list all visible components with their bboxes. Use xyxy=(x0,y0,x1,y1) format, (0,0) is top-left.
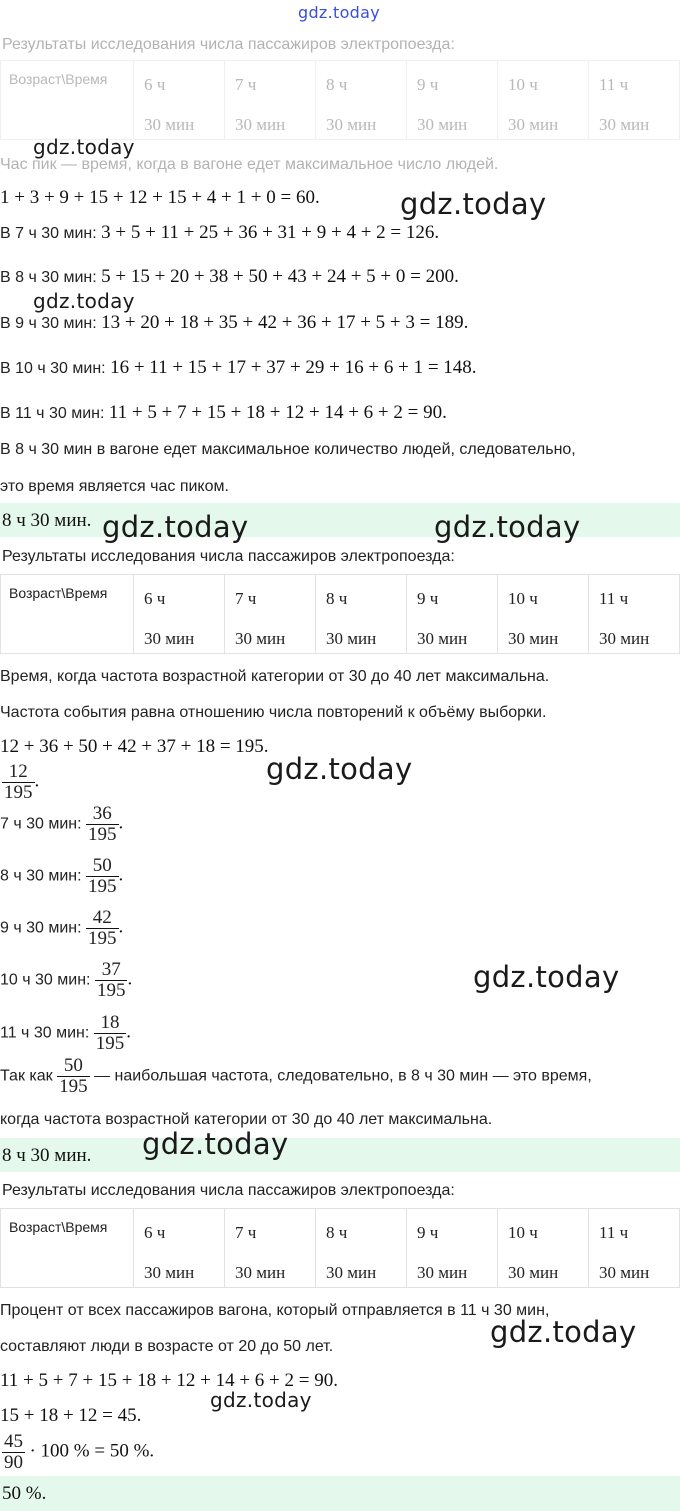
table-caption-2: Результаты исследования числа пассажиров электропоезда: xyxy=(2,548,455,565)
row-label: В 8 ч 30 мин: xyxy=(0,269,97,286)
watermark: gdz.today xyxy=(33,289,135,313)
time-cell-6: 6 ч 30 мин xyxy=(134,61,225,140)
time-cell-6: 6 ч 30 мин xyxy=(134,1209,225,1288)
time-cell-8: 8 ч 30 мин xyxy=(316,1209,407,1288)
conclusion-line-2: когда частота возрастной категории от 30 до 40 лет максимальна. xyxy=(0,1111,493,1128)
time-cell-9: 9 ч 30 мин xyxy=(407,575,498,654)
percent-result: · 100 % = 50 %. xyxy=(29,1440,155,1462)
passenger-table-3 xyxy=(0,1208,680,1288)
fraction-label: 8 ч 30 мин: xyxy=(0,867,82,885)
fraction: $\frac{50}{195}$ xyxy=(59,1055,88,1097)
passenger-table-2 xyxy=(0,574,680,654)
fraction-9h30: 9 ч 30 мин: $\frac{42}{195}$ . xyxy=(0,907,124,949)
conclusion-suffix: — наибольшая частота, следовательно, в 8 ч 30 мин — это время, xyxy=(94,1067,592,1085)
watermark: gdz.today xyxy=(210,1388,312,1412)
fraction-label: 10 ч 30 мин: xyxy=(0,971,91,989)
time-cell-11: 11 ч 30 мин xyxy=(589,575,680,654)
sum-11h30-row xyxy=(0,402,447,424)
sum-frequency: 12 + 36 + 50 + 42 + 37 + 18 = 195. xyxy=(0,736,269,757)
conclusion-line-2: это время является час пиком. xyxy=(0,478,229,495)
time-cell-9: 9 ч 30 мин xyxy=(407,1209,498,1288)
percent-text-1: Процент от всех пассажиров вагона, который отправляется в 11 ч 30 мин, xyxy=(0,1302,550,1319)
watermark: gdz.today xyxy=(102,510,249,544)
row-sum: 3 + 5 + 11 + 25 + 36 + 31 + 9 + 4 + 2 = 126. xyxy=(101,222,440,243)
question-text: Время, когда частота возрастной категории от 30 до 40 лет максимальна. xyxy=(0,668,550,685)
fraction: $\frac{45}{90}$ xyxy=(4,1431,23,1473)
fraction: $\frac{36}{195}$ xyxy=(88,803,117,845)
sum-9h30-row xyxy=(0,312,468,334)
fraction: $\frac{42}{195}$ xyxy=(88,907,117,949)
row-sum: 5 + 15 + 20 + 38 + 50 + 43 + 24 + 5 + 0 = 200. xyxy=(101,266,459,287)
table-header-cell: Возраст\Время xyxy=(1,1209,134,1288)
sum-8h30-row xyxy=(0,266,459,288)
row-sum: 13 + 20 + 18 + 35 + 42 + 36 + 17 + 5 + 3 = 189. xyxy=(101,312,469,333)
row-sum: 11 + 5 + 7 + 15 + 18 + 12 + 14 + 6 + 2 = 90. xyxy=(108,402,447,423)
time-cell-10: 10 ч 30 мин xyxy=(498,575,589,654)
fraction-6h30: $\frac{12}{195}$ . xyxy=(4,761,40,803)
watermark: gdz.today xyxy=(473,960,620,994)
time-cell-7: 7 ч 30 мин xyxy=(225,575,316,654)
table-header-cell: Возраст\Время xyxy=(1,61,134,140)
fraction-7h30: 7 ч 30 мин: $\frac{36}{195}$ . xyxy=(0,803,124,845)
fraction-label: 7 ч 30 мин: xyxy=(0,815,82,833)
row-sum: 16 + 11 + 15 + 17 + 37 + 29 + 16 + 6 + 1 = 148. xyxy=(110,357,477,378)
time-cell-11: 11 ч 30 мин xyxy=(589,1209,680,1288)
answer-value: 50 %. xyxy=(2,1483,47,1504)
sum-20-50: 15 + 18 + 12 = 45. xyxy=(0,1405,142,1426)
fraction: $\frac{50}{195}$ xyxy=(88,855,117,897)
fraction-11h30: 11 ч 30 мин: $\frac{18}{195}$ . xyxy=(0,1012,131,1054)
answer-value: 8 ч 30 мин. xyxy=(2,510,92,531)
conclusion-line-1 xyxy=(0,1056,592,1097)
rush-hour-definition: Час пик — время, когда в вагоне едет максимальное число людей. xyxy=(0,156,499,173)
row-label: В 11 ч 30 мин: xyxy=(0,405,105,422)
frequency-definition: Частота события равна отношению числа повторений к объёму выборки. xyxy=(0,704,547,721)
time-cell-11: 11 ч 30 мин xyxy=(589,61,680,140)
table-header-cell: Возраст\Время xyxy=(1,575,134,654)
time-cell-8: 8 ч 30 мин xyxy=(316,61,407,140)
time-cell-10: 10 ч 30 мин xyxy=(498,1209,589,1288)
time-cell-7: 7 ч 30 мин xyxy=(225,61,316,140)
fraction-8h30: 8 ч 30 мин: $\frac{50}{195}$ . xyxy=(0,855,124,897)
sum-10h30-row xyxy=(0,357,477,379)
row-label: В 9 ч 30 мин: xyxy=(0,315,97,332)
conclusion-line-1: В 8 ч 30 мин в вагоне едет максимальное количество людей, следовательно, xyxy=(0,441,576,458)
table-caption-1: Результаты исследования числа пассажиров электропоезда: xyxy=(2,36,455,53)
sum-all-11h30: 11 + 5 + 7 + 15 + 18 + 12 + 14 + 6 + 2 = 90. xyxy=(0,1370,338,1391)
fraction: $\frac{18}{195}$ xyxy=(95,1012,125,1054)
table-caption-3: Результаты исследования числа пассажиров электропоезда: xyxy=(2,1182,455,1199)
time-cell-6: 6 ч 30 мин xyxy=(134,575,225,654)
answer-value: 8 ч 30 мин. xyxy=(2,1145,92,1166)
time-cell-7: 7 ч 30 мин xyxy=(225,1209,316,1288)
watermark: gdz.today xyxy=(266,752,413,786)
watermark: gdz.today xyxy=(490,1315,637,1349)
fraction-label: 9 ч 30 мин: xyxy=(0,919,82,937)
time-cell-8: 8 ч 30 мин xyxy=(316,575,407,654)
time-cell-9: 9 ч 30 мин xyxy=(407,61,498,140)
watermark: gdz.today xyxy=(142,1127,289,1161)
row-label: В 7 ч 30 мин: xyxy=(0,225,97,242)
percent-text-2: составляют люди в возрасте от 20 до 50 лет. xyxy=(0,1338,334,1355)
answer-box-3 xyxy=(0,1476,680,1511)
answer-box-2 xyxy=(0,1138,680,1172)
watermark: gdz.today xyxy=(400,187,547,221)
row-label: В 10 ч 30 мин: xyxy=(0,360,106,377)
fraction: $\frac{37}{195}$ xyxy=(96,959,126,1001)
watermark-top: gdz.today xyxy=(298,3,380,22)
time-cell-10: 10 ч 30 мин xyxy=(498,61,589,140)
watermark: gdz.today xyxy=(33,135,135,159)
percent-calc xyxy=(2,1432,154,1473)
passenger-table-1 xyxy=(0,60,680,140)
conclusion-prefix: Так как xyxy=(0,1067,53,1085)
sum-7h30-row xyxy=(0,222,439,244)
fraction-10h30: 10 ч 30 мин: $\frac{37}{195}$ . xyxy=(0,959,133,1001)
fraction-label: 11 ч 30 мин: xyxy=(0,1024,90,1042)
watermark: gdz.today xyxy=(434,510,581,544)
sum-6h30: 1 + 3 + 9 + 15 + 12 + 15 + 4 + 1 + 0 = 60. xyxy=(0,187,320,208)
fraction: $\frac{12}{195}$ xyxy=(4,761,33,803)
